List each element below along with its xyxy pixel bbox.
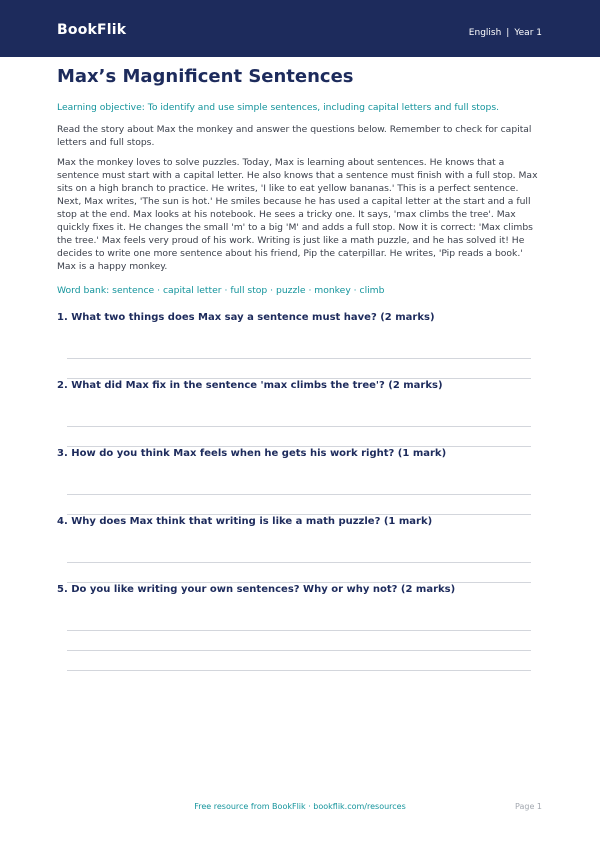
answer-line[interactable] bbox=[67, 670, 531, 671]
question-2: 2. What did Max fix in the sentence 'max climbs the tree'? (2 marks) bbox=[57, 380, 443, 391]
answer-line[interactable] bbox=[67, 494, 531, 495]
answer-line[interactable] bbox=[67, 630, 531, 631]
header-separator: | bbox=[506, 28, 510, 38]
brand-logo-text: BookFlik bbox=[57, 22, 127, 38]
learning-objective: Learning objective: To identify and use simple sentences, including capital letters and full stops. bbox=[57, 102, 500, 113]
question-1: 1. What two things does Max say a sentence must have? (2 marks) bbox=[57, 312, 435, 323]
question-5: 5. Do you like writing your own sentences? Why or why not? (2 marks) bbox=[57, 584, 456, 595]
footer-resource-link[interactable]: Free resource from BookFlik · bookflik.com/resources bbox=[194, 802, 406, 811]
year-label: Year 1 bbox=[514, 28, 542, 38]
worksheet-body bbox=[57, 66, 543, 297]
answer-line[interactable] bbox=[67, 426, 531, 427]
subject-year-label bbox=[469, 28, 542, 38]
question-4: 4. Why does Max think that writing is like a math puzzle? (1 mark) bbox=[57, 516, 433, 527]
page-number: Page 1 bbox=[515, 802, 542, 811]
answer-line[interactable] bbox=[67, 650, 531, 651]
subject-label: English bbox=[468, 28, 502, 38]
answer-line[interactable] bbox=[67, 562, 531, 563]
instructions: Read the story about Max the monkey and answer the questions below. Remember to check for capital letters and full stops. bbox=[57, 124, 532, 148]
page-header bbox=[0, 0, 600, 57]
story-passage: Max the monkey loves to solve puzzles. Today, Max is learning about sentences. He knows that a sentence must start with a capital letter. He also knows that a sentence must finish with a full stop. Max sits on a high branch to practice. He writes, 'I like to eat yellow bananas.' This is a perfect sentence. Next, Max writes, 'The sun is hot.' He smiles because he has used a capital letter at the start and a full stop at the end. Max looks at his notebook. He sees a tricky one. It says, 'max climbs the tree'. Max quickly fixes it. He changes the small 'm' to a big 'M' and adds a full stop. Now it is correct: 'Max climbs the tree.' Max feels very proud of his work. Writing is just like a math puzzle, and he has solved it! He decides to write one more sentence about his friend, Pip the caterpillar. He writes, 'Pip reads a book.' Max is a happy monkey. bbox=[57, 157, 538, 272]
word-bank: Word bank: sentence · capital letter · full stop · puzzle · monkey · climb bbox=[57, 285, 385, 296]
worksheet-title: Max’s Magnificent Sentences bbox=[57, 66, 354, 87]
question-3: 3. How do you think Max feels when he gets his work right? (1 mark) bbox=[57, 448, 447, 459]
answer-line[interactable] bbox=[67, 358, 531, 359]
